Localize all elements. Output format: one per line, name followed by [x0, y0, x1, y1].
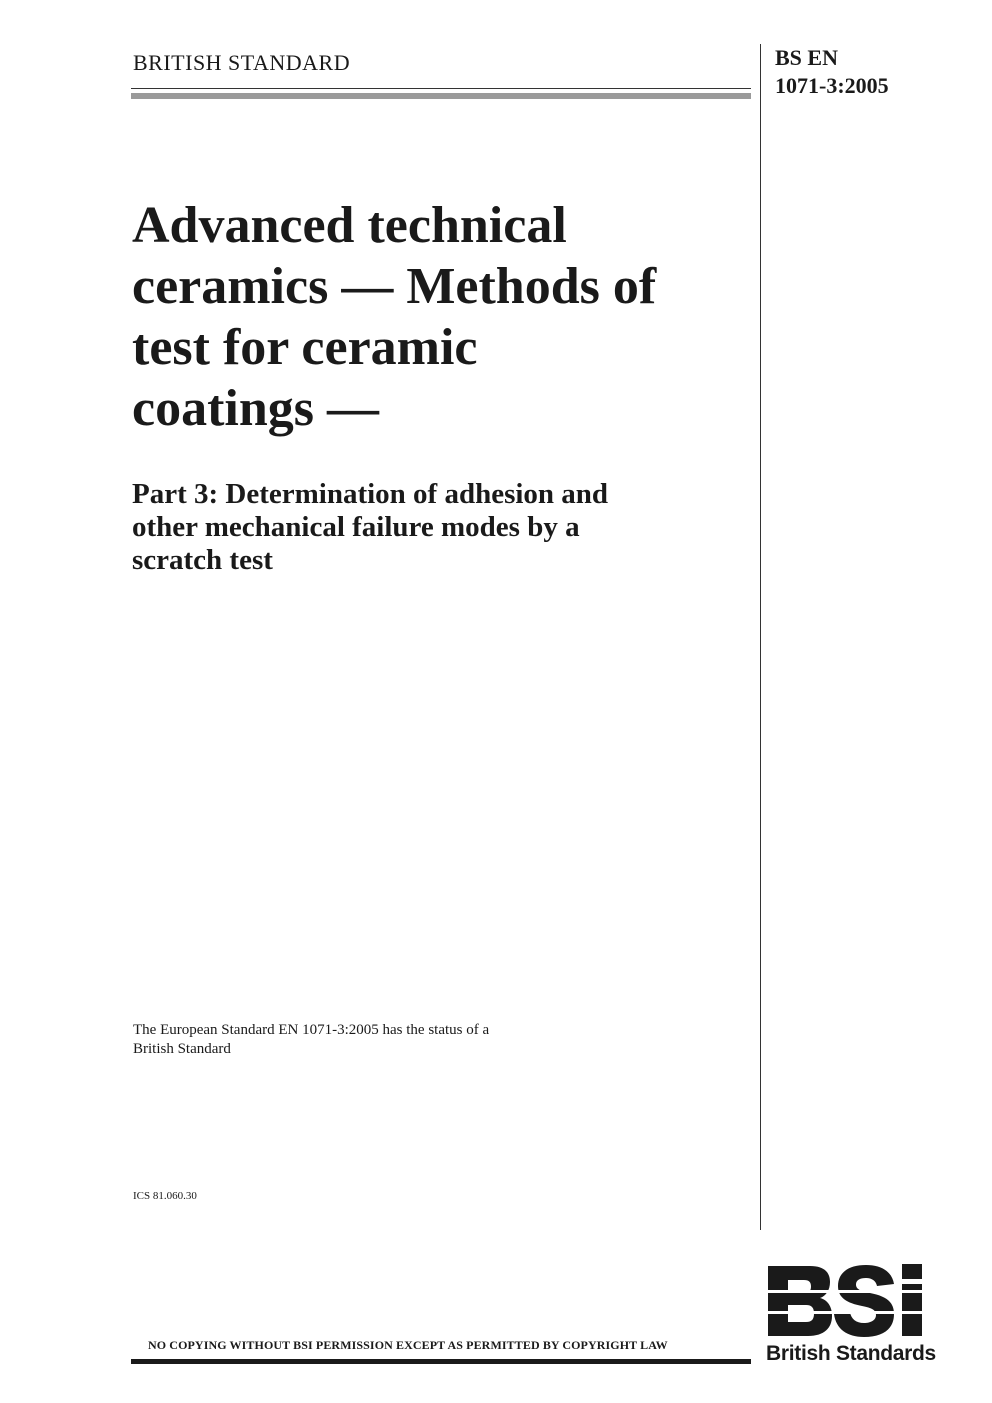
- ics-code: ICS 81.060.30: [133, 1190, 197, 1202]
- standard-number-line: 1071-3:2005: [775, 73, 889, 98]
- standard-number: [775, 44, 889, 100]
- series-label: BRITISH STANDARD: [133, 50, 351, 75]
- part-title-line: Part 3: Determination of adhesion and: [132, 478, 609, 510]
- copyright-notice: NO COPYING WITHOUT BSI PERMISSION EXCEPT AS PERMITTED BY COPYRIGHT LAW: [148, 1338, 668, 1352]
- bsi-logo-mark-icon: [766, 1262, 946, 1340]
- header-rule-thick: [131, 93, 751, 99]
- bsi-logo-caption: British Standards: [766, 1342, 936, 1365]
- title-line: test for ceramic: [132, 319, 478, 376]
- status-note-line: The European Standard EN 1071-3:2005 has the status of a: [133, 1022, 490, 1038]
- part-title-line: scratch test: [132, 544, 273, 576]
- bsi-logo: [766, 1262, 946, 1368]
- standard-number-line: BS EN: [775, 45, 838, 70]
- title-line: Advanced technical: [132, 197, 567, 254]
- part-title: [132, 478, 752, 577]
- title-line: ceramics — Methods of: [132, 258, 657, 315]
- status-note-line: British Standard: [133, 1041, 231, 1057]
- status-note: [133, 1021, 489, 1059]
- footer-rule: [131, 1359, 751, 1364]
- vertical-divider: [760, 44, 761, 1230]
- title-line: coatings —: [132, 380, 379, 437]
- header-rule-thin: [131, 88, 751, 89]
- part-title-line: other mechanical failure modes by a: [132, 511, 580, 543]
- document-title: [132, 195, 752, 439]
